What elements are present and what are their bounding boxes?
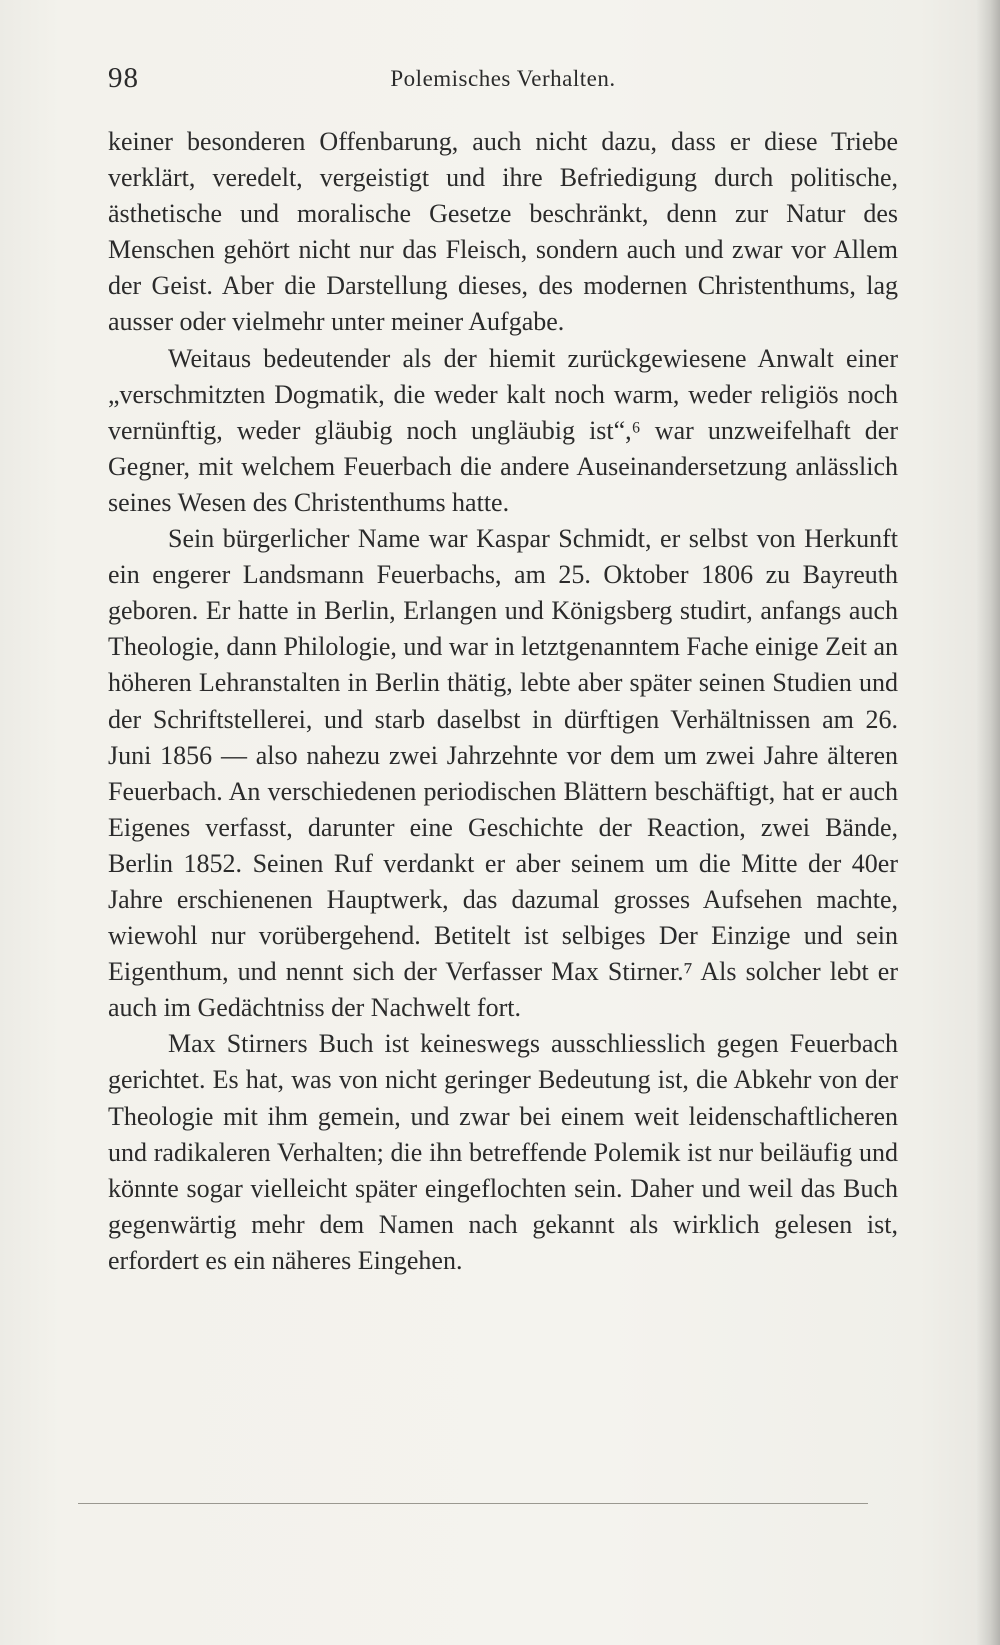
body-text [108,124,898,1279]
running-head: Polemisches Verhalten. [390,66,616,91]
text-end-rule [78,1503,868,1504]
paragraph-2: Weitaus bedeutender als der hiemit zurückgewiesene Anwalt einer „verschmitzten Dogmatik, die weder kalt noch warm, weder religiös noch vernünftig, weder gläubig noch ungläubig ist“,⁶ war unzweifelhaft der Gegner, mit welchem Feuerbach die andere Auseinandersetzung anlässlich seines Wesen des Christenthums hatte. [108,343,898,517]
paragraph-3: Sein bürgerlicher Name war Kaspar Schmidt, er selbst von Herkunft ein engerer Landsmann Feuerbachs, am 25. Oktober 1806 zu Bayreuth geboren. Er hatte in Berlin, Erlangen und Königsberg studirt, anfangs auch Theologie, dann Philologie, und war in letztgenanntem Fache einige Zeit an höheren Lehranstalten in Berlin thätig, lebte aber später seinen Studien und der Schriftstellerei, und starb daselbst in dürftigen Verhältnissen am 26. Juni 1856 — also nahezu zwei Jahrzehnte vor dem um zwei Jahre älteren Feuerbach. An verschiedenen periodischen Blättern beschäftigt, hat er auch Eigenes verfasst, darunter eine Geschichte der Reaction, zwei Bände, Berlin 1852. Seinen Ruf verdankt er aber seinem um die Mitte der 40er Jahre erschienenen Hauptwerk, das dazumal grosses Aufsehen machte, wiewohl nur vorübergehend. Betitelt ist selbiges Der Einzige und sein Eigenthum, und nennt sich der Verfasser Max Stirner.⁷ Als solcher lebt er auch im Gedächtniss der Nachwelt fort. [108,524,898,1023]
page-edge-shadow [976,0,1000,1645]
page-header [108,62,898,102]
page-number: 98 [108,62,139,94]
paragraph-1: keiner besonderen Offenbarung, auch nicht dazu, dass er diese Triebe verklärt, veredelt, vergeistigt und ihre Befriedigung durch politische, ästhetische und moralische Gesetze beschränkt, denn zur Natur des Menschen gehört nicht nur das Fleisch, sondern auch und zwar vor Allem der Geist. Aber die Darstellung dieses, des modernen Christenthums, lag ausser oder vielmehr unter meiner Aufgabe. [108,127,898,337]
paragraph-4: Max Stirners Buch ist keineswegs ausschliesslich gegen Feuerbach gerichtet. Es hat, was von nicht geringer Bedeutung ist, die Abkehr von der Theologie mit ihm gemein, und zwar bei einem weit leidenschaftlicheren und radikaleren Verhalten; die ihn betreffende Polemik ist nur beiläufig und könnte sogar vielleicht später eingeflochten sein. Daher und weil das Buch gegenwärtig mehr dem Namen nach gekannt als wirklich gelesen ist, erfordert es ein näheres Eingehen. [108,1029,898,1275]
